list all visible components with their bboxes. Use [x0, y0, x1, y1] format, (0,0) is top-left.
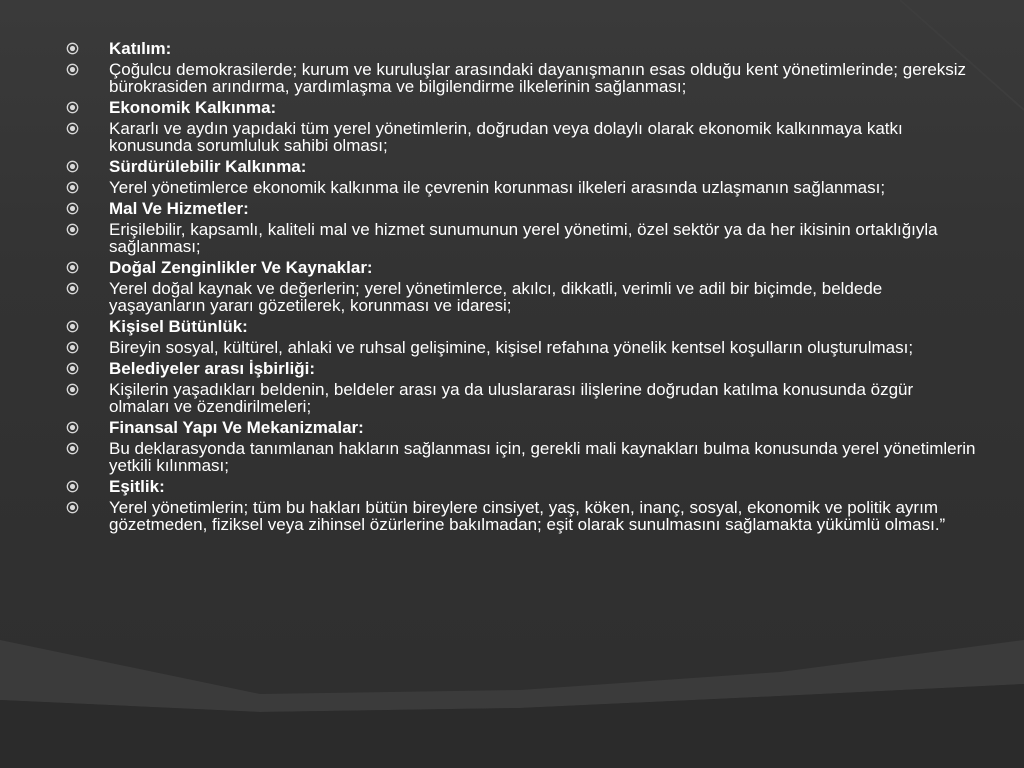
bullet-list [66, 40, 976, 537]
heading-text: Katılım: [109, 39, 172, 58]
heading-text: Belediyeler arası İşbirliği: [109, 359, 315, 378]
circle-bullet-icon [66, 282, 79, 295]
body-text: Kişilerin yaşadıkları beldenin, beldeler arası ya da uluslararası ilişlerine doğrudan katılma konusunda özgür olmaları ve özendirilmeleri; [109, 380, 914, 416]
circle-bullet-icon [66, 421, 79, 434]
circle-bullet-icon [66, 223, 79, 236]
body-text: Yerel doğal kaynak ve değerlerin; yerel yönetimlerce, akılcı, dikkatli, verimli ve adil bir biçimde, beldede yaşayanların yararı gözetilerek, korunması ve idaresi; [109, 279, 883, 315]
bullet-body [66, 381, 976, 415]
circle-bullet-icon [66, 202, 79, 215]
circle-bullet-icon [66, 320, 79, 333]
heading-text: Finansal Yapı Ve Mekanizmalar: [109, 418, 364, 437]
circle-bullet-icon [66, 442, 79, 455]
bullet-body [66, 440, 976, 474]
bullet-body [66, 339, 976, 356]
heading-text: Mal Ve Hizmetler: [109, 199, 249, 218]
circle-bullet-icon [66, 362, 79, 375]
body-text: Çoğulcu demokrasilerde; kurum ve kuruluşlar arasındaki dayanışmanın esas olduğu kent yönetimlerinde; gereksiz bürokrasiden arındırma, yardımlaşma ve bilgilendirme ilkelerinin sağlanması; [109, 60, 967, 96]
bullet-heading [66, 200, 976, 217]
bullet-heading [66, 158, 976, 175]
heading-text: Kişisel Bütünlük: [109, 317, 248, 336]
heading-text: Eşitlik: [109, 477, 165, 496]
bullet-heading [66, 259, 976, 276]
body-text: Yerel yönetimlerin; tüm bu hakları bütün bireylere cinsiyet, yaş, köken, inanç, sosyal, ekonomik ve politik ayrım gözetmeden, fiziksel veya zihinsel özürlerine bakılmadan; eşit olarak sunulmasını sağlamakta yükümlü olması.” [109, 498, 946, 534]
bullet-body [66, 280, 976, 314]
circle-bullet-icon [66, 181, 79, 194]
bullet-heading [66, 99, 976, 116]
bullet-body [66, 120, 976, 154]
bullet-body [66, 61, 976, 95]
body-text: Yerel yönetimlerce ekonomik kalkınma ile çevrenin korunması ilkeleri arasında uzlaşmanın sağlanması; [109, 178, 886, 197]
circle-bullet-icon [66, 501, 79, 514]
bullet-body [66, 221, 976, 255]
circle-bullet-icon [66, 383, 79, 396]
circle-bullet-icon [66, 42, 79, 55]
circle-bullet-icon [66, 63, 79, 76]
bullet-heading [66, 318, 976, 335]
circle-bullet-icon [66, 160, 79, 173]
circle-bullet-icon [66, 480, 79, 493]
heading-text: Sürdürülebilir Kalkınma: [109, 157, 307, 176]
body-text: Bireyin sosyal, kültürel, ahlaki ve ruhsal gelişimine, kişisel refahına yönelik kentsel koşulların oluşturulması; [109, 338, 914, 357]
bullet-heading [66, 419, 976, 436]
bullet-heading [66, 40, 976, 57]
heading-text: Ekonomik Kalkınma: [109, 98, 277, 117]
circle-bullet-icon [66, 261, 79, 274]
body-text: Erişilebilir, kapsamlı, kaliteli mal ve hizmet sunumunun yerel yönetimi, özel sektör ya da her ikisinin ortaklığıyla sağlanması; [109, 220, 938, 256]
circle-bullet-icon [66, 122, 79, 135]
bullet-heading [66, 360, 976, 377]
bullet-heading [66, 478, 976, 495]
circle-bullet-icon [66, 101, 79, 114]
circle-bullet-icon [66, 341, 79, 354]
body-text: Kararlı ve aydın yapıdaki tüm yerel yönetimlerin, doğrudan veya dolaylı olarak ekonomik kalkınmaya katkı konusunda sorumluluk sahibi olması; [109, 119, 903, 155]
body-text: Bu deklarasyonda tanımlanan hakların sağlanması için, gerekli mali kaynakları bulma konusunda yerel yönetimlerin yetkili kılınması; [109, 439, 976, 475]
heading-text: Doğal Zenginlikler Ve Kaynaklar: [109, 258, 373, 277]
bullet-body [66, 499, 976, 533]
bullet-body [66, 179, 976, 196]
